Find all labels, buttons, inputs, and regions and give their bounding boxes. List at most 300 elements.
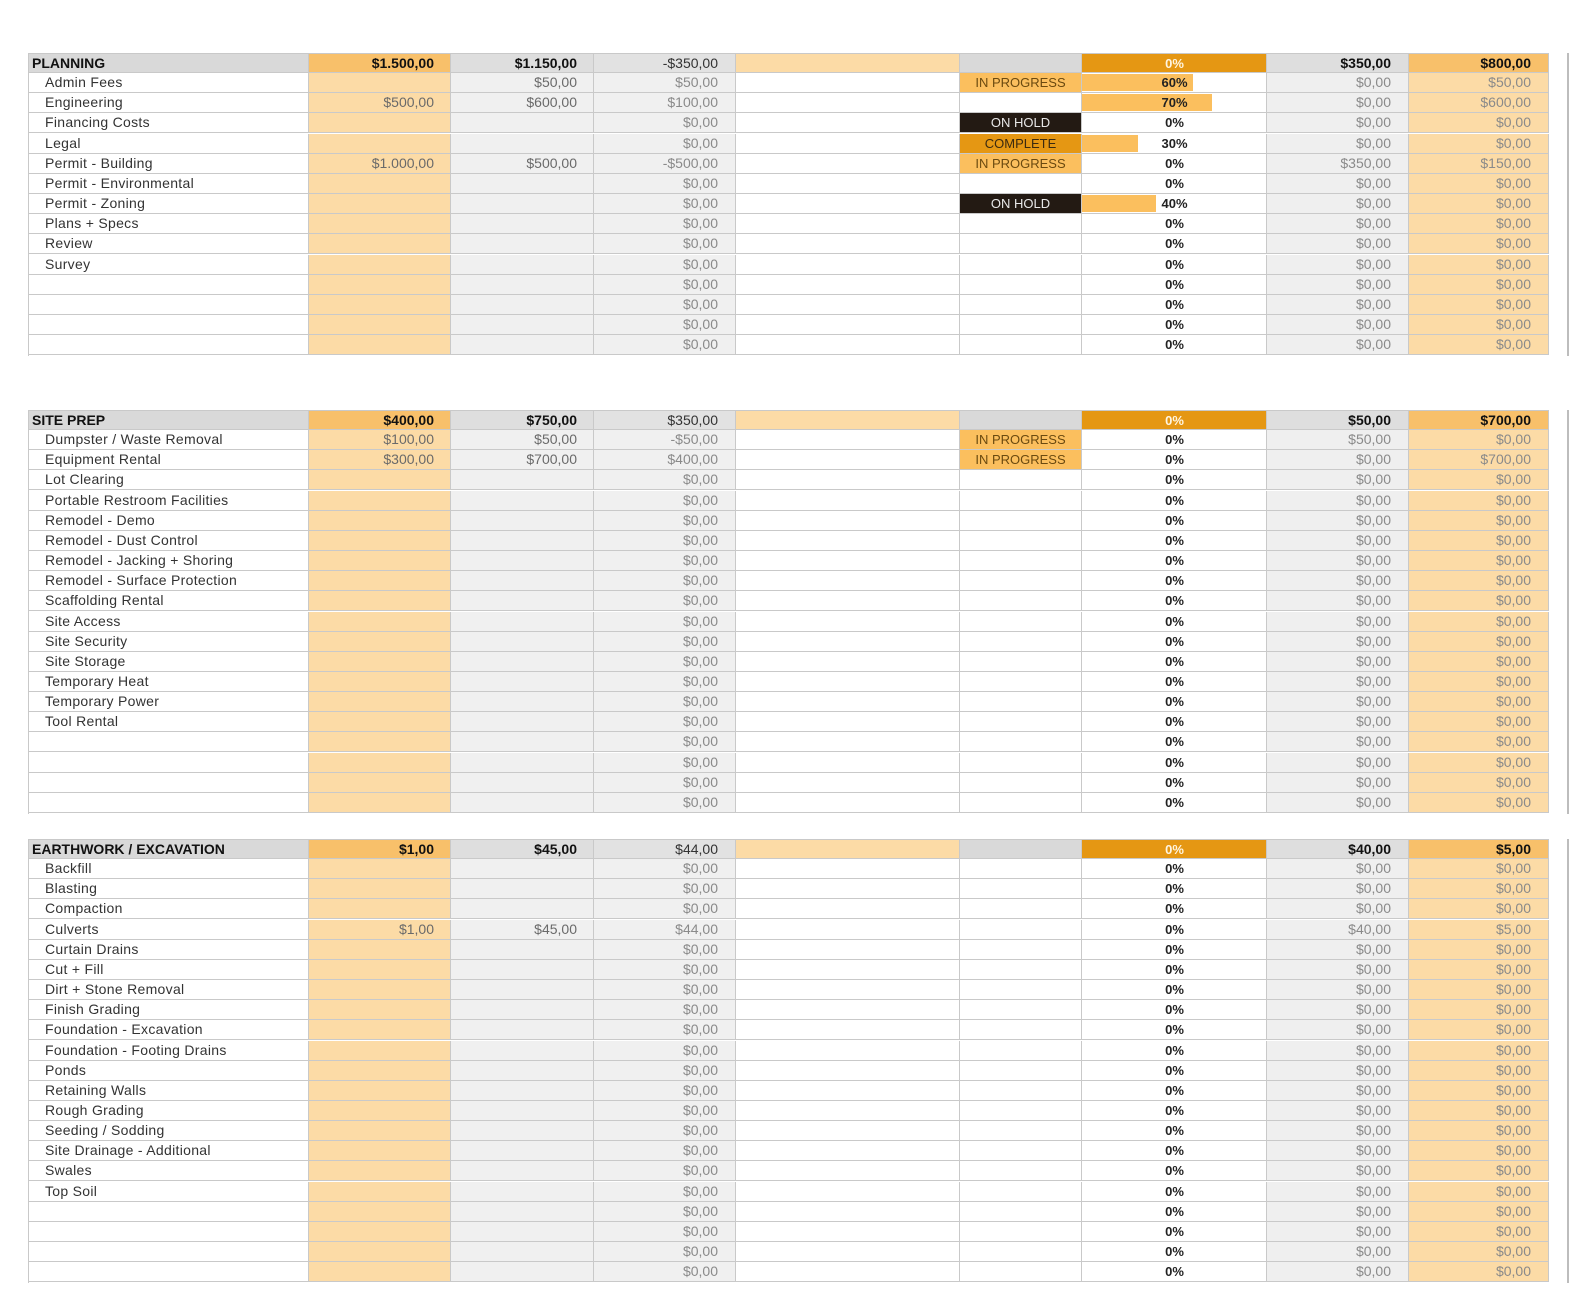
notes-cell[interactable] [736,1081,960,1101]
amount-paid-cell[interactable]: $0,00 [1267,1141,1409,1161]
amount-paid-cell[interactable]: $0,00 [1267,859,1409,879]
item-name-cell[interactable] [28,295,309,315]
item-name-cell[interactable]: Financing Costs [28,113,309,133]
status-cell[interactable] [960,652,1082,672]
variance-cell[interactable]: $0,00 [594,879,736,899]
header-amount-due-cell[interactable]: $700,00 [1409,410,1549,430]
actual-cost-cell[interactable] [451,1101,594,1121]
variance-cell[interactable]: $0,00 [594,511,736,531]
actual-cost-cell[interactable] [451,194,594,214]
header-amount-paid-cell[interactable]: $50,00 [1267,410,1409,430]
status-cell[interactable] [960,1081,1082,1101]
status-cell[interactable] [960,899,1082,919]
estimated-cost-cell[interactable] [309,214,451,234]
status-cell[interactable]: ON HOLD [960,194,1082,214]
item-name-cell[interactable]: Admin Fees [28,73,309,93]
amount-paid-cell[interactable]: $0,00 [1267,753,1409,773]
amount-paid-cell[interactable]: $0,00 [1267,612,1409,632]
percent-complete-cell[interactable] [1082,1061,1267,1081]
amount-paid-cell[interactable]: $0,00 [1267,214,1409,234]
notes-cell[interactable] [736,1161,960,1181]
amount-due-cell[interactable]: $0,00 [1409,511,1549,531]
item-name-cell[interactable]: Temporary Power [28,692,309,712]
notes-cell[interactable] [736,980,960,1000]
percent-complete-cell[interactable] [1082,315,1267,335]
amount-due-cell[interactable]: $0,00 [1409,174,1549,194]
status-cell[interactable] [960,612,1082,632]
percent-complete-cell[interactable] [1082,960,1267,980]
amount-due-cell[interactable]: $0,00 [1409,234,1549,254]
actual-cost-cell[interactable] [451,174,594,194]
item-name-cell[interactable]: Foundation - Excavation [28,1020,309,1040]
notes-cell[interactable] [736,315,960,335]
variance-cell[interactable]: $0,00 [594,1182,736,1202]
notes-cell[interactable] [736,591,960,611]
variance-cell[interactable]: $0,00 [594,295,736,315]
amount-due-cell[interactable]: $0,00 [1409,591,1549,611]
status-cell[interactable] [960,632,1082,652]
percent-complete-cell[interactable] [1082,672,1267,692]
actual-cost-cell[interactable] [451,470,594,490]
status-cell[interactable] [960,295,1082,315]
amount-due-cell[interactable]: $0,00 [1409,255,1549,275]
header-status-cell[interactable] [960,839,1082,859]
status-cell[interactable] [960,491,1082,511]
amount-paid-cell[interactable]: $0,00 [1267,960,1409,980]
amount-due-cell[interactable]: $0,00 [1409,960,1549,980]
percent-complete-cell[interactable] [1082,980,1267,1000]
item-name-cell[interactable]: Permit - Building [28,154,309,174]
variance-cell[interactable]: $0,00 [594,551,736,571]
actual-cost-cell[interactable] [451,859,594,879]
amount-paid-cell[interactable]: $0,00 [1267,255,1409,275]
amount-paid-cell[interactable]: $0,00 [1267,672,1409,692]
notes-cell[interactable] [736,1020,960,1040]
amount-paid-cell[interactable]: $0,00 [1267,134,1409,154]
item-name-cell[interactable] [28,315,309,335]
percent-complete-cell[interactable] [1082,450,1267,470]
status-cell[interactable] [960,920,1082,940]
amount-due-cell[interactable]: $0,00 [1409,531,1549,551]
actual-cost-cell[interactable]: $700,00 [451,450,594,470]
status-cell[interactable] [960,234,1082,254]
header-percent-complete-cell[interactable] [1082,410,1267,430]
percent-complete-cell[interactable] [1082,879,1267,899]
item-name-cell[interactable]: Swales [28,1161,309,1181]
notes-cell[interactable] [736,753,960,773]
status-cell[interactable] [960,1242,1082,1262]
percent-complete-cell[interactable] [1082,73,1267,93]
percent-complete-cell[interactable] [1082,1101,1267,1121]
amount-due-cell[interactable]: $0,00 [1409,940,1549,960]
item-name-cell[interactable]: Lot Clearing [28,470,309,490]
estimated-cost-cell[interactable] [309,1020,451,1040]
actual-cost-cell[interactable] [451,632,594,652]
actual-cost-cell[interactable] [451,612,594,632]
notes-cell[interactable] [736,1041,960,1061]
amount-due-cell[interactable]: $0,00 [1409,879,1549,899]
amount-paid-cell[interactable]: $0,00 [1267,980,1409,1000]
item-name-cell[interactable]: Portable Restroom Facilities [28,491,309,511]
item-name-cell[interactable]: Remodel - Jacking + Shoring [28,551,309,571]
actual-cost-cell[interactable]: $50,00 [451,73,594,93]
percent-complete-cell[interactable] [1082,174,1267,194]
header-item-name-cell[interactable]: SITE PREP [28,410,309,430]
amount-paid-cell[interactable]: $0,00 [1267,879,1409,899]
estimated-cost-cell[interactable] [309,174,451,194]
percent-complete-cell[interactable] [1082,1242,1267,1262]
percent-complete-cell[interactable] [1082,214,1267,234]
amount-due-cell[interactable]: $0,00 [1409,632,1549,652]
amount-paid-cell[interactable]: $0,00 [1267,712,1409,732]
variance-cell[interactable]: $0,00 [594,491,736,511]
percent-complete-cell[interactable] [1082,1081,1267,1101]
item-name-cell[interactable]: Culverts [28,920,309,940]
status-cell[interactable] [960,1061,1082,1081]
actual-cost-cell[interactable] [451,899,594,919]
notes-cell[interactable] [736,1101,960,1121]
amount-paid-cell[interactable]: $0,00 [1267,93,1409,113]
percent-complete-cell[interactable] [1082,753,1267,773]
estimated-cost-cell[interactable] [309,295,451,315]
estimated-cost-cell[interactable] [309,793,451,813]
item-name-cell[interactable]: Remodel - Dust Control [28,531,309,551]
amount-due-cell[interactable]: $0,00 [1409,612,1549,632]
amount-due-cell[interactable]: $0,00 [1409,335,1549,355]
actual-cost-cell[interactable] [451,214,594,234]
amount-due-cell[interactable]: $50,00 [1409,73,1549,93]
status-cell[interactable] [960,692,1082,712]
status-cell[interactable] [960,1161,1082,1181]
item-name-cell[interactable]: Permit - Environmental [28,174,309,194]
estimated-cost-cell[interactable] [309,531,451,551]
actual-cost-cell[interactable] [451,295,594,315]
amount-due-cell[interactable]: $0,00 [1409,652,1549,672]
item-name-cell[interactable] [28,793,309,813]
amount-due-cell[interactable]: $0,00 [1409,275,1549,295]
notes-cell[interactable] [736,1121,960,1141]
amount-paid-cell[interactable]: $0,00 [1267,450,1409,470]
estimated-cost-cell[interactable] [309,571,451,591]
notes-cell[interactable] [736,672,960,692]
variance-cell[interactable]: $0,00 [594,899,736,919]
header-status-cell[interactable] [960,410,1082,430]
notes-cell[interactable] [736,899,960,919]
item-name-cell[interactable] [28,275,309,295]
notes-cell[interactable] [736,1141,960,1161]
status-cell[interactable] [960,940,1082,960]
amount-paid-cell[interactable]: $0,00 [1267,174,1409,194]
amount-due-cell[interactable]: $0,00 [1409,1141,1549,1161]
actual-cost-cell[interactable] [451,879,594,899]
header-notes-cell[interactable] [736,839,960,859]
item-name-cell[interactable]: Cut + Fill [28,960,309,980]
percent-complete-cell[interactable] [1082,1141,1267,1161]
item-name-cell[interactable]: Dumpster / Waste Removal [28,430,309,450]
amount-paid-cell[interactable]: $0,00 [1267,1202,1409,1222]
actual-cost-cell[interactable] [451,1121,594,1141]
amount-due-cell[interactable]: $0,00 [1409,773,1549,793]
actual-cost-cell[interactable]: $50,00 [451,430,594,450]
percent-complete-cell[interactable] [1082,194,1267,214]
amount-due-cell[interactable]: $0,00 [1409,980,1549,1000]
notes-cell[interactable] [736,920,960,940]
status-cell[interactable] [960,551,1082,571]
actual-cost-cell[interactable] [451,692,594,712]
amount-due-cell[interactable]: $0,00 [1409,753,1549,773]
notes-cell[interactable] [736,960,960,980]
amount-paid-cell[interactable]: $0,00 [1267,940,1409,960]
variance-cell[interactable]: $0,00 [594,1161,736,1181]
actual-cost-cell[interactable] [451,712,594,732]
status-cell[interactable] [960,1202,1082,1222]
item-name-cell[interactable]: Ponds [28,1061,309,1081]
notes-cell[interactable] [736,154,960,174]
item-name-cell[interactable] [28,753,309,773]
status-cell[interactable] [960,1182,1082,1202]
amount-due-cell[interactable]: $0,00 [1409,1061,1549,1081]
header-amount-due-cell[interactable]: $800,00 [1409,53,1549,73]
amount-paid-cell[interactable]: $0,00 [1267,1121,1409,1141]
amount-due-cell[interactable]: $150,00 [1409,154,1549,174]
variance-cell[interactable]: $0,00 [594,1141,736,1161]
status-cell[interactable] [960,470,1082,490]
status-cell[interactable] [960,335,1082,355]
estimated-cost-cell[interactable] [309,113,451,133]
notes-cell[interactable] [736,214,960,234]
header-estimated-cost-cell[interactable]: $1,00 [309,839,451,859]
amount-due-cell[interactable]: $0,00 [1409,113,1549,133]
amount-due-cell[interactable]: $0,00 [1409,194,1549,214]
notes-cell[interactable] [736,134,960,154]
amount-due-cell[interactable]: $0,00 [1409,470,1549,490]
actual-cost-cell[interactable] [451,1020,594,1040]
estimated-cost-cell[interactable] [309,511,451,531]
variance-cell[interactable]: $0,00 [594,773,736,793]
variance-cell[interactable]: $0,00 [594,531,736,551]
estimated-cost-cell[interactable] [309,1262,451,1282]
variance-cell[interactable]: $0,00 [594,194,736,214]
estimated-cost-cell[interactable] [309,194,451,214]
percent-complete-cell[interactable] [1082,920,1267,940]
estimated-cost-cell[interactable] [309,255,451,275]
amount-due-cell[interactable]: $700,00 [1409,450,1549,470]
variance-cell[interactable]: $0,00 [594,1000,736,1020]
notes-cell[interactable] [736,1061,960,1081]
variance-cell[interactable]: $50,00 [594,73,736,93]
estimated-cost-cell[interactable] [309,1222,451,1242]
status-cell[interactable]: ON HOLD [960,113,1082,133]
status-cell[interactable]: IN PROGRESS [960,430,1082,450]
notes-cell[interactable] [736,430,960,450]
amount-paid-cell[interactable]: $0,00 [1267,1222,1409,1242]
amount-due-cell[interactable]: $0,00 [1409,1081,1549,1101]
actual-cost-cell[interactable] [451,335,594,355]
variance-cell[interactable]: $0,00 [594,859,736,879]
notes-cell[interactable] [736,793,960,813]
actual-cost-cell[interactable] [451,1061,594,1081]
actual-cost-cell[interactable] [451,551,594,571]
estimated-cost-cell[interactable]: $100,00 [309,430,451,450]
variance-cell[interactable]: $0,00 [594,113,736,133]
status-cell[interactable] [960,753,1082,773]
estimated-cost-cell[interactable] [309,652,451,672]
estimated-cost-cell[interactable] [309,315,451,335]
estimated-cost-cell[interactable] [309,275,451,295]
percent-complete-cell[interactable] [1082,551,1267,571]
item-name-cell[interactable]: Legal [28,134,309,154]
variance-cell[interactable]: $0,00 [594,214,736,234]
actual-cost-cell[interactable] [451,113,594,133]
item-name-cell[interactable]: Temporary Heat [28,672,309,692]
header-estimated-cost-cell[interactable]: $400,00 [309,410,451,430]
percent-complete-cell[interactable] [1082,1041,1267,1061]
notes-cell[interactable] [736,632,960,652]
status-cell[interactable] [960,980,1082,1000]
percent-complete-cell[interactable] [1082,113,1267,133]
estimated-cost-cell[interactable] [309,551,451,571]
amount-paid-cell[interactable]: $0,00 [1267,591,1409,611]
notes-cell[interactable] [736,491,960,511]
estimated-cost-cell[interactable] [309,1101,451,1121]
percent-complete-cell[interactable] [1082,859,1267,879]
estimated-cost-cell[interactable] [309,1000,451,1020]
header-amount-paid-cell[interactable]: $40,00 [1267,839,1409,859]
variance-cell[interactable]: $0,00 [594,692,736,712]
estimated-cost-cell[interactable] [309,73,451,93]
notes-cell[interactable] [736,113,960,133]
variance-cell[interactable]: $0,00 [594,612,736,632]
actual-cost-cell[interactable]: $45,00 [451,920,594,940]
actual-cost-cell[interactable] [451,773,594,793]
variance-cell[interactable]: $0,00 [594,275,736,295]
estimated-cost-cell[interactable] [309,1121,451,1141]
actual-cost-cell[interactable] [451,134,594,154]
variance-cell[interactable]: $0,00 [594,793,736,813]
header-amount-due-cell[interactable]: $5,00 [1409,839,1549,859]
actual-cost-cell[interactable] [451,732,594,752]
estimated-cost-cell[interactable] [309,859,451,879]
percent-complete-cell[interactable] [1082,591,1267,611]
variance-cell[interactable]: $0,00 [594,134,736,154]
actual-cost-cell[interactable] [451,940,594,960]
variance-cell[interactable]: -$50,00 [594,430,736,450]
actual-cost-cell[interactable] [451,1202,594,1222]
actual-cost-cell[interactable] [451,1242,594,1262]
notes-cell[interactable] [736,692,960,712]
notes-cell[interactable] [736,773,960,793]
actual-cost-cell[interactable] [451,980,594,1000]
status-cell[interactable] [960,591,1082,611]
notes-cell[interactable] [736,1262,960,1282]
item-name-cell[interactable]: Foundation - Footing Drains [28,1041,309,1061]
notes-cell[interactable] [736,275,960,295]
status-cell[interactable] [960,571,1082,591]
status-cell[interactable]: COMPLETE [960,134,1082,154]
status-cell[interactable] [960,1041,1082,1061]
amount-paid-cell[interactable]: $0,00 [1267,511,1409,531]
estimated-cost-cell[interactable] [309,470,451,490]
notes-cell[interactable] [736,652,960,672]
notes-cell[interactable] [736,732,960,752]
item-name-cell[interactable]: Compaction [28,899,309,919]
percent-complete-cell[interactable] [1082,1222,1267,1242]
amount-due-cell[interactable]: $0,00 [1409,712,1549,732]
amount-due-cell[interactable]: $600,00 [1409,93,1549,113]
amount-paid-cell[interactable]: $0,00 [1267,1041,1409,1061]
status-cell[interactable] [960,732,1082,752]
estimated-cost-cell[interactable] [309,753,451,773]
percent-complete-cell[interactable] [1082,531,1267,551]
actual-cost-cell[interactable]: $500,00 [451,154,594,174]
item-name-cell[interactable]: Review [28,234,309,254]
notes-cell[interactable] [736,1000,960,1020]
item-name-cell[interactable]: Blasting [28,879,309,899]
percent-complete-cell[interactable] [1082,93,1267,113]
amount-paid-cell[interactable]: $0,00 [1267,113,1409,133]
status-cell[interactable] [960,879,1082,899]
item-name-cell[interactable]: Top Soil [28,1182,309,1202]
amount-due-cell[interactable]: $0,00 [1409,1202,1549,1222]
item-name-cell[interactable]: Backfill [28,859,309,879]
amount-due-cell[interactable]: $0,00 [1409,1182,1549,1202]
percent-complete-cell[interactable] [1082,295,1267,315]
amount-paid-cell[interactable]: $0,00 [1267,531,1409,551]
header-item-name-cell[interactable]: EARTHWORK / EXCAVATION [28,839,309,859]
amount-due-cell[interactable]: $0,00 [1409,1262,1549,1282]
estimated-cost-cell[interactable] [309,1242,451,1262]
notes-cell[interactable] [736,1242,960,1262]
variance-cell[interactable]: $0,00 [594,980,736,1000]
amount-paid-cell[interactable]: $0,00 [1267,1242,1409,1262]
item-name-cell[interactable]: Dirt + Stone Removal [28,980,309,1000]
amount-paid-cell[interactable]: $0,00 [1267,1182,1409,1202]
amount-paid-cell[interactable]: $0,00 [1267,1161,1409,1181]
percent-complete-cell[interactable] [1082,134,1267,154]
estimated-cost-cell[interactable] [309,773,451,793]
percent-complete-cell[interactable] [1082,793,1267,813]
variance-cell[interactable]: $0,00 [594,940,736,960]
percent-complete-cell[interactable] [1082,1262,1267,1282]
header-actual-cost-cell[interactable]: $1.150,00 [451,53,594,73]
estimated-cost-cell[interactable] [309,1081,451,1101]
header-variance-cell[interactable]: -$350,00 [594,53,736,73]
notes-cell[interactable] [736,531,960,551]
estimated-cost-cell[interactable] [309,879,451,899]
item-name-cell[interactable] [28,335,309,355]
amount-due-cell[interactable]: $0,00 [1409,899,1549,919]
variance-cell[interactable]: $400,00 [594,450,736,470]
amount-paid-cell[interactable]: $0,00 [1267,1101,1409,1121]
estimated-cost-cell[interactable] [309,234,451,254]
percent-complete-cell[interactable] [1082,1121,1267,1141]
actual-cost-cell[interactable] [451,1000,594,1020]
amount-due-cell[interactable]: $0,00 [1409,859,1549,879]
item-name-cell[interactable] [28,1202,309,1222]
status-cell[interactable] [960,773,1082,793]
notes-cell[interactable] [736,571,960,591]
amount-paid-cell[interactable]: $0,00 [1267,335,1409,355]
estimated-cost-cell[interactable] [309,712,451,732]
estimated-cost-cell[interactable]: $500,00 [309,93,451,113]
status-cell[interactable]: IN PROGRESS [960,450,1082,470]
amount-paid-cell[interactable]: $0,00 [1267,732,1409,752]
notes-cell[interactable] [736,1202,960,1222]
notes-cell[interactable] [736,174,960,194]
percent-complete-cell[interactable] [1082,612,1267,632]
amount-paid-cell[interactable]: $0,00 [1267,315,1409,335]
status-cell[interactable] [960,1222,1082,1242]
